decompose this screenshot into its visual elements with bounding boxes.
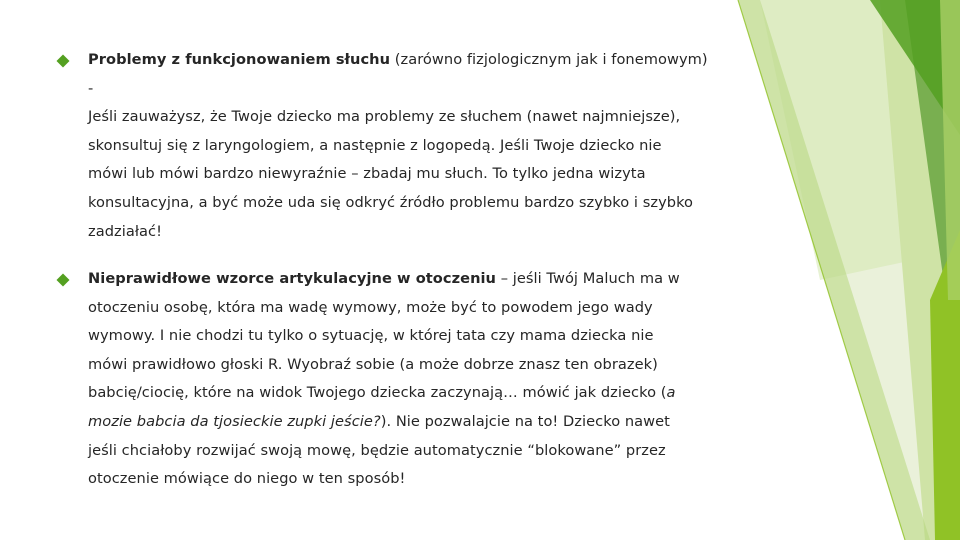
bullet-italic-text: a	[666, 384, 676, 402]
bullet-heading-articulation: Nieprawidłowe wzorce artykulacyjne w otoczeniu	[88, 270, 496, 287]
bullet-line: (zarówno fizjologicznym jak i fonemowym) -	[88, 51, 708, 97]
bullet-line: – jeśli Twój Maluch ma w	[496, 270, 680, 287]
diamond-bullet-icon	[56, 273, 70, 287]
bullet-line: mówi prawidłowo głoski R. Wyobraź sobie (a może dobrze znasz ten obrazek)	[88, 355, 658, 373]
bullet-line: otoczeniu osobę, która ma wadę wymowy, może być to powodem jego wady	[88, 298, 653, 316]
bullet-block-hearing	[56, 46, 716, 246]
bullet-line: Jeśli zauważysz, że Twoje dziecko ma problemy ze słuchem (nawet najmniejsze),	[88, 108, 681, 126]
bullet-block-articulation	[56, 265, 716, 494]
bullet-line: ). Nie pozwalajcie na to! Dziecko nawet	[380, 412, 670, 430]
bullet-line: skonsultuj się z laryngologiem, a następnie z logopedą. Jeśli Twoje dziecko nie	[88, 136, 662, 154]
bullet-line: zadziałać!	[88, 222, 162, 240]
bullet-text-hearing	[88, 46, 716, 246]
bullet-italic-quote: mozie babcia da tjosieckie zupki jeście?	[88, 412, 381, 430]
bullet-line: babcię/ciocię, które na widok Twojego dziecka zaczynają… mówić jak dziecko (	[88, 384, 667, 402]
bullet-text-articulation	[88, 265, 716, 494]
bullet-line: mówi lub mówi bardzo niewyraźnie – zbadaj mu słuch. To tylko jedna wizyta	[88, 165, 646, 183]
diamond-bullet-icon	[56, 54, 70, 68]
bullet-line: jeśli chciałoby rozwijać swoją mowę, będzie automatycznie “blokowane” przez	[88, 441, 666, 459]
bullet-heading-hearing: Problemy z funkcjonowaniem słuchu	[88, 51, 391, 68]
bullet-line: konsultacyjna, a być może uda się odkryć źródło problemu bardzo szybko i szybko	[88, 193, 694, 211]
bullet-line: wymowy. I nie chodzi tu tylko o sytuację, w której tata czy mama dziecka nie	[88, 327, 654, 345]
bullet-line: otoczenie mówiące do niego w ten sposób!	[88, 470, 406, 488]
